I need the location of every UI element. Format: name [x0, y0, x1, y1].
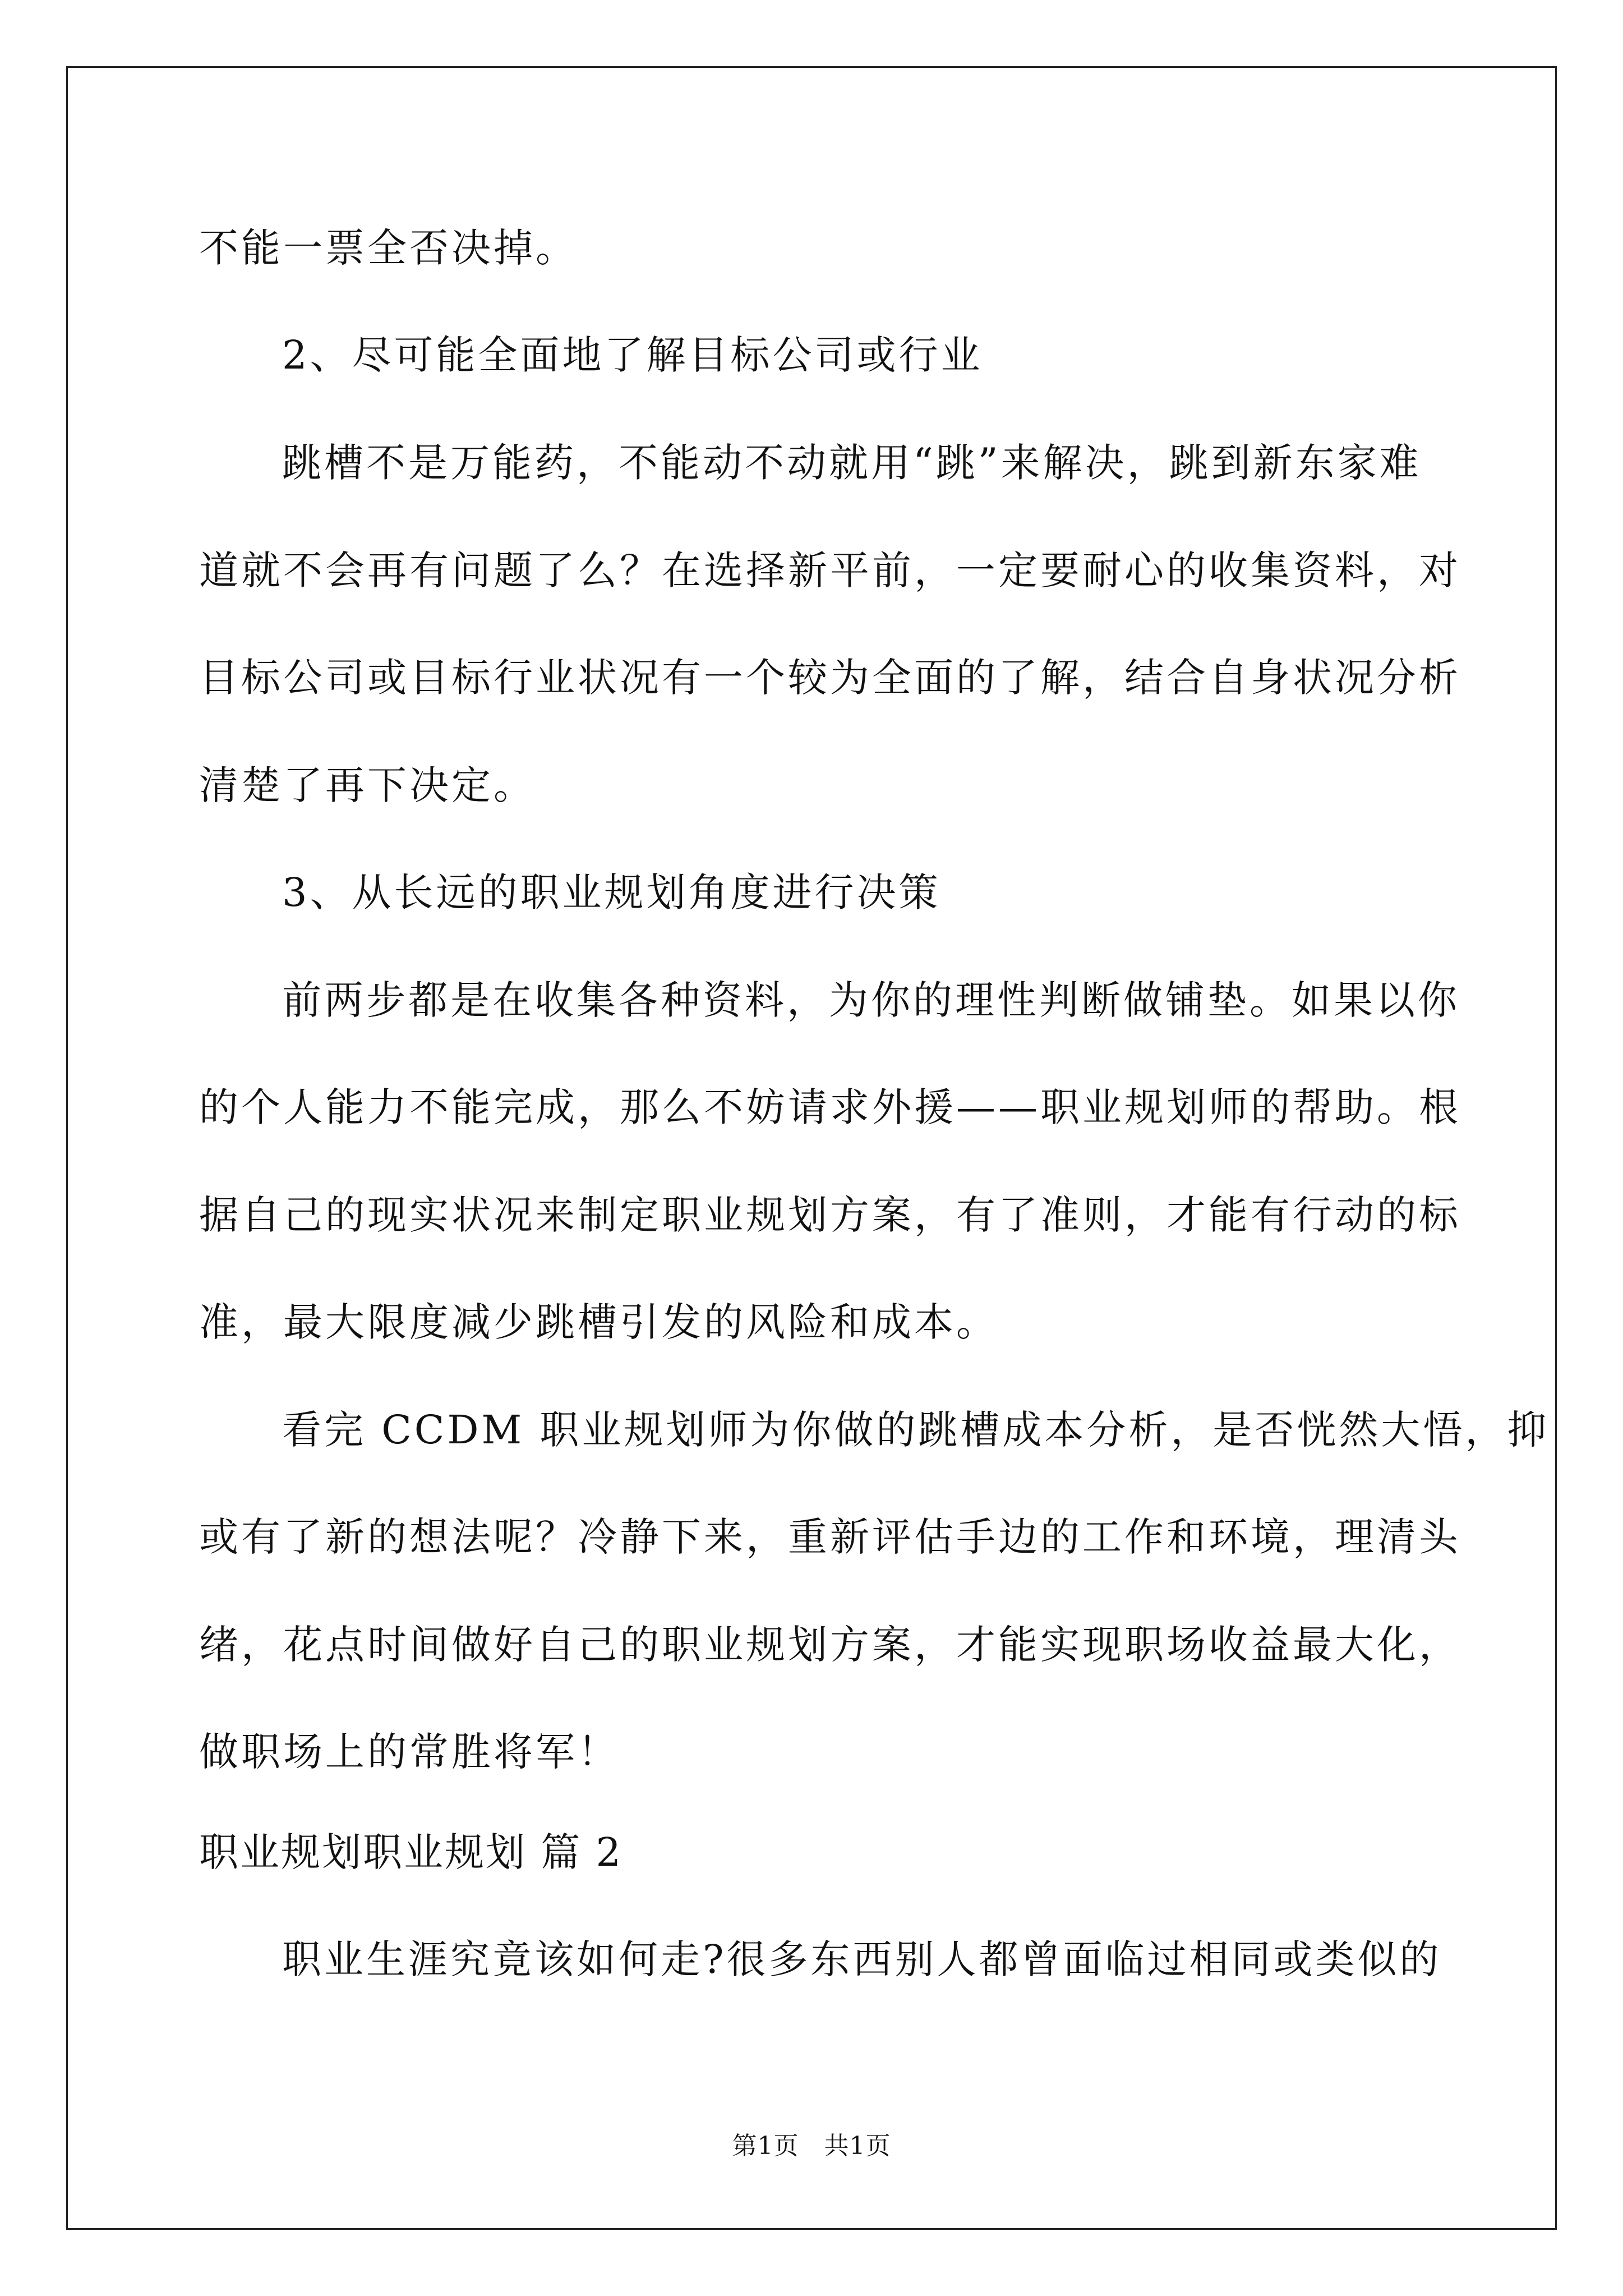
- paragraph-line: 绪，花点时间做好自己的职业规划方案，才能实现职场收益最大化，: [199, 1622, 1461, 1668]
- paragraph-line: 做职场上的常胜将军！: [199, 1729, 620, 1775]
- paragraph-line: 跳槽不是万能药，不能动不动就用“跳”来解决，跳到新东家难: [282, 440, 1422, 486]
- paragraph-line: 据自己的现实状况来制定职业规划方案，有了准则，才能有行动的标: [199, 1192, 1461, 1238]
- paragraph-line: 准，最大限度减少跳槽引发的风险和成本。: [199, 1299, 998, 1345]
- page-footer: 第1页 共1页: [732, 2132, 891, 2160]
- page-border: [66, 66, 1557, 2230]
- section-heading: 3、从长远的职业规划角度进行决策: [282, 869, 941, 915]
- article-heading: 职业规划职业规划 篇 2: [199, 1829, 623, 1875]
- paragraph-line: 清楚了再下决定。: [199, 762, 536, 808]
- paragraph-line: 职业生涯究竟该如何走?很多东西别人都曾面临过相同或类似的: [282, 1936, 1442, 1982]
- paragraph-line: 目标公司或目标行业状况有一个较为全面的了解，结合自身状况分析: [199, 655, 1461, 701]
- paragraph-line: 或有了新的想法呢？冷静下来，重新评估手边的工作和环境，理清头: [199, 1514, 1461, 1560]
- paragraph-line: 的个人能力不能完成，那么不妨请求外援——职业规划师的帮助。根: [199, 1084, 1461, 1130]
- paragraph-line: 前两步都是在收集各种资料，为你的理性判断做铺垫。如果以你: [282, 977, 1460, 1023]
- section-heading: 2、尽可能全面地了解目标公司或行业: [282, 332, 983, 378]
- paragraph-line: 道就不会再有问题了么？在选择新平前，一定要耐心的收集资料，对: [199, 547, 1461, 593]
- paragraph-line: 不能一票全否决掉。: [199, 225, 578, 271]
- paragraph-line: 看完 CCDM 职业规划师为你做的跳槽成本分析，是否恍然大悟，抑: [282, 1407, 1550, 1453]
